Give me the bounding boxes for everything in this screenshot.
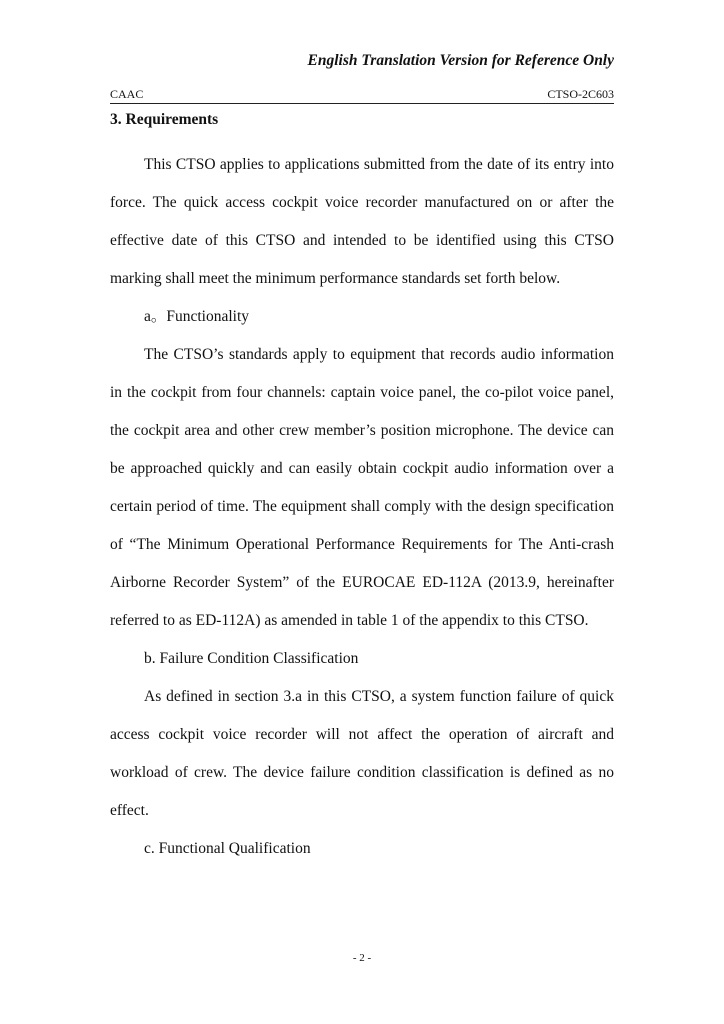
header-document-number: CTSO-2C603: [547, 87, 614, 101]
subsection-b-title: b. Failure Condition Classification: [144, 650, 359, 667]
intro-paragraph: This CTSO applies to applications submitted from the date of its entry into force. The quick access cockpit voice recorder manufactured on or after the effective date of this CTSO and intended to be identified using this CTSO marking shall meet the minimum performance standards set forth below.: [110, 156, 614, 287]
subsection-b-paragraph: As defined in section 3.a in this CTSO, a system function failure of quick access cockpit voice recorder will not affect the operation of aircraft and workload of crew. The device failure condition classification is defined as no effect.: [110, 688, 614, 819]
subsection-a-title: a。Functionality: [144, 308, 250, 325]
page-number: - 2 -: [352, 952, 372, 964]
subsection-a-paragraph: The CTSO’s standards apply to equipment that records audio information in the cockpit from four channels: captain voice panel, the co-pilot voice panel, the cockpit area and other crew member’s position microphone. The device can be approached quickly and can easily obtain cockpit audio information over a certain period of time. The equipment shall comply with the design specification of “The Minimum Operational Performance Requirements for The Anti-crash Airborne Recorder System” of the EUROCAE ED-112A (2013.9, hereinafter referred to as ED-112A) as amended in table 1 of the appendix to this CTSO.: [110, 346, 614, 629]
header-agency: CAAC: [110, 87, 144, 101]
section-heading: 3. Requirements: [110, 111, 219, 128]
translation-banner: English Translation Version for Reference Only: [307, 52, 614, 69]
running-header: [110, 87, 614, 104]
subsection-c-title: c. Functional Qualification: [144, 840, 311, 857]
document-body: [110, 108, 614, 868]
